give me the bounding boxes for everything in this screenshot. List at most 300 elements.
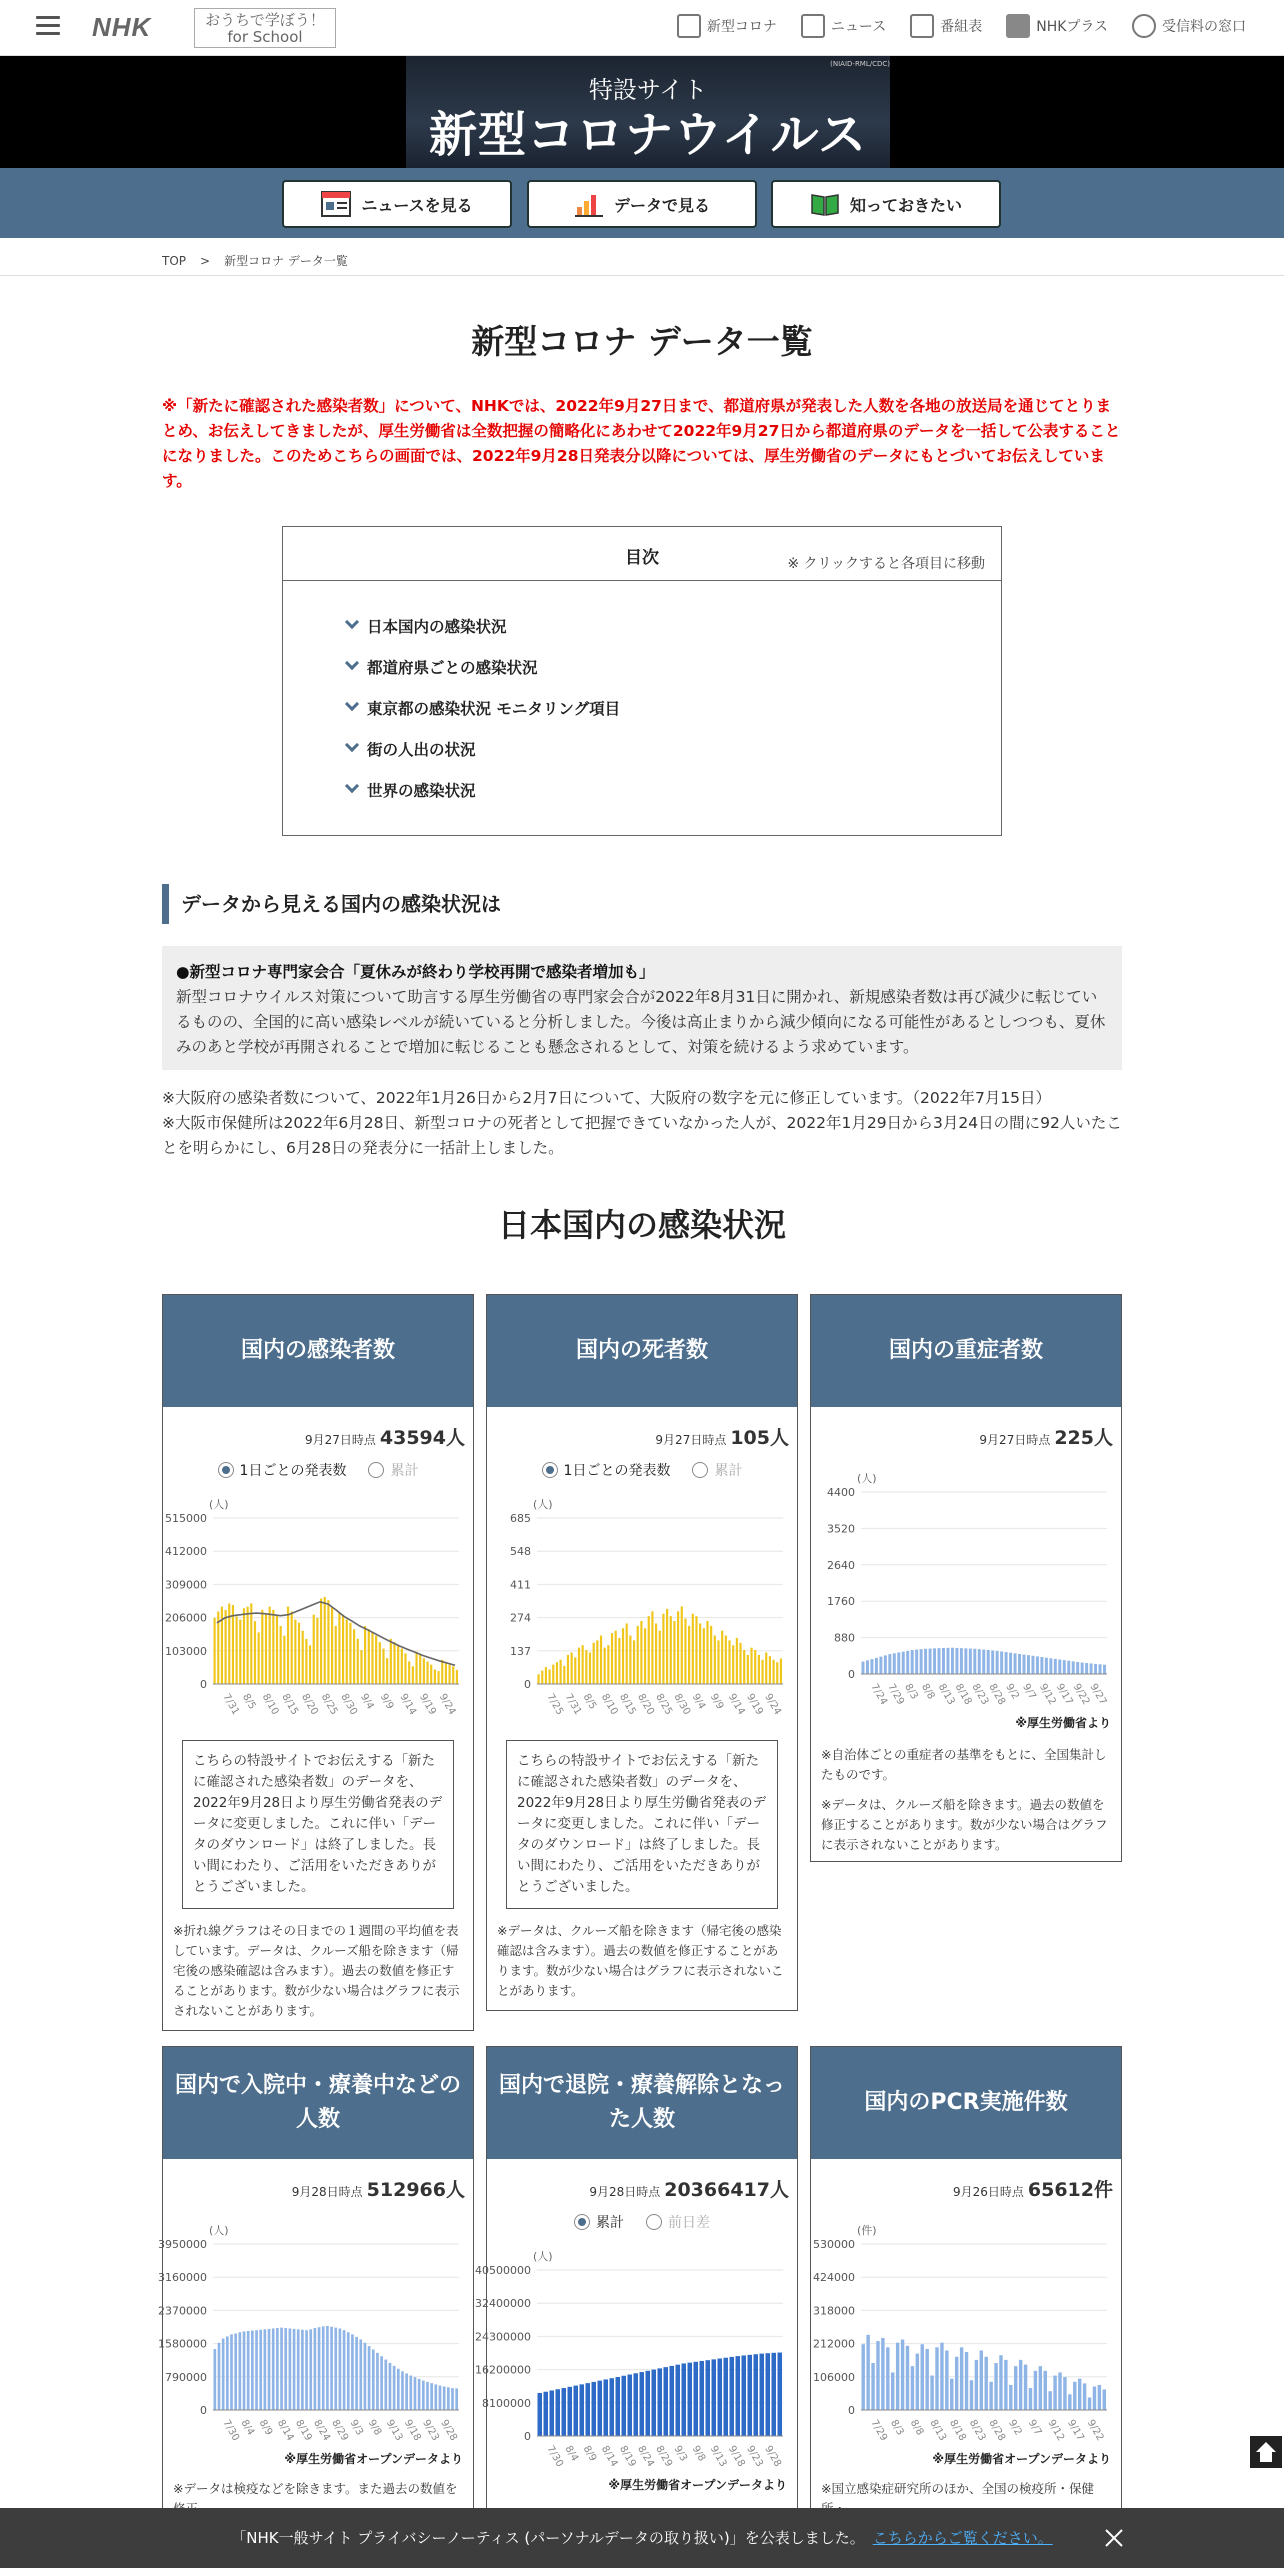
bar <box>426 2382 429 2410</box>
card-asof <box>487 1407 797 1450</box>
bar <box>736 2356 741 2436</box>
y-tick-label: 309000 <box>165 1578 207 1592</box>
card-source: ※厚生労働省オープンデータより <box>932 2452 1111 2466</box>
header-nav-program[interactable] <box>910 14 982 38</box>
bar <box>309 1645 311 1684</box>
bar <box>999 2355 1002 2410</box>
bar <box>1067 1661 1070 1674</box>
bar <box>1078 2379 1081 2410</box>
y-tick-label: 790000 <box>165 2370 207 2384</box>
daily-radio[interactable] <box>542 1460 671 1480</box>
bar <box>1063 2377 1066 2410</box>
bar <box>655 1623 657 1684</box>
x-tick-label: 9/2 <box>1003 1682 1021 1702</box>
privacy-notice-bar <box>0 2508 1284 2568</box>
bar <box>945 2350 948 2410</box>
bar <box>386 1658 388 1684</box>
toc-title: 目次 <box>625 548 659 568</box>
bar <box>247 1607 249 1684</box>
bar <box>866 2335 869 2410</box>
x-tick-label: 8/14 <box>274 2418 296 2443</box>
bar <box>331 1607 333 1684</box>
news-button-label: ニュースを見る <box>361 195 473 215</box>
bar-chart-icon <box>574 191 604 217</box>
x-tick-label: 9/27 <box>1087 1682 1109 1707</box>
x-tick-label: 8/9 <box>580 2444 599 2464</box>
bar <box>1085 1663 1088 1674</box>
x-tick-label: 8/5 <box>240 1692 258 1712</box>
toc-item-domestic[interactable] <box>343 615 1001 656</box>
radio-dot <box>218 1462 234 1478</box>
bar <box>742 2355 747 2436</box>
bar <box>862 2344 865 2410</box>
y-axis-unit: (人) <box>209 1498 229 1511</box>
x-tick-label: 8/29 <box>329 2418 351 2443</box>
bar <box>316 1618 318 1684</box>
close-icon[interactable] <box>1104 2528 1124 2548</box>
bar <box>305 2330 308 2410</box>
bar <box>662 1614 664 1684</box>
bar <box>721 1631 723 1684</box>
hospital-chart[interactable] <box>158 2206 473 2450</box>
news-button[interactable] <box>282 180 512 228</box>
bar <box>448 1665 450 1684</box>
toc-item-world[interactable] <box>343 779 1001 820</box>
bar <box>695 1616 697 1684</box>
recovered-chart[interactable] <box>475 2236 797 2476</box>
bar <box>896 2343 899 2410</box>
bar <box>1024 2365 1027 2410</box>
cumulative-radio[interactable] <box>368 1460 418 1480</box>
radio-dot <box>646 2214 662 2230</box>
bar <box>239 2332 242 2410</box>
breadcrumb-current: 新型コロナ データ一覧 <box>224 254 348 268</box>
y-tick-label: 0 <box>200 2404 207 2417</box>
card-value: 225人 <box>1054 1427 1113 1449</box>
toc-header <box>283 527 1001 581</box>
bar <box>640 2372 645 2436</box>
x-tick-label: 9/9 <box>377 1692 396 1712</box>
bar <box>1018 1654 1021 1674</box>
bar <box>951 1648 954 1674</box>
recovered-card <box>475 2046 798 2516</box>
card-title: 国内の重症者数 <box>811 1295 1121 1407</box>
pcr-chart[interactable] <box>811 2206 1121 2450</box>
site-header <box>0 0 1284 56</box>
bar <box>1031 1656 1034 1674</box>
y-tick-label: 4400 <box>827 1486 855 1499</box>
bar <box>703 1628 705 1684</box>
download-end-note: こちらの特設サイトでお伝えする「新たに確認された感染者数」のデータを、2022年9月28日より厚生労働省発表のデータに変更しました。これに伴い「データのダウンロード」は終了しました。長い間にわたり、ご活用をいただきありがとうございました。 <box>182 1740 454 1909</box>
header-nav-label: 番組表 <box>940 19 983 35</box>
bar <box>1034 2371 1037 2410</box>
toc-item-label: 都道府県ごとの感染状況 <box>367 659 538 677</box>
bar <box>871 2363 874 2410</box>
toc-item-tokyo[interactable] <box>343 697 1001 738</box>
bar <box>412 1666 414 1684</box>
bar <box>724 2358 729 2436</box>
bar <box>397 1645 399 1684</box>
osaka-note: ※大阪府の感染者数について、2022年1月26日から2月7日について、大阪府の数字を元に修正しています。（2022年7月15日） <box>162 1089 1052 1107</box>
toc-list <box>283 581 1001 820</box>
bar <box>772 1660 774 1684</box>
radio-label: 前日差 <box>668 2215 710 2231</box>
data-button[interactable] <box>527 180 757 228</box>
radio-label: 累計 <box>596 2215 624 2231</box>
x-tick-label: 8/4 <box>238 2418 257 2438</box>
bar <box>254 1621 256 1684</box>
y-tick-label: 3950000 <box>158 2238 207 2251</box>
x-tick-label: 9/24 <box>762 1692 784 1717</box>
bar <box>430 2383 433 2410</box>
deaths-chart[interactable] <box>487 1484 797 1724</box>
banner-credit: (NIAID-RML/CDC) <box>830 60 890 68</box>
x-tick-label: 7/29 <box>868 2418 890 2443</box>
radio-label: 1日ごとの発表数 <box>563 1463 671 1479</box>
bar <box>456 1670 458 1684</box>
bar <box>230 2334 233 2410</box>
x-tick-label: 9/2 <box>1006 2418 1024 2438</box>
card-title: 国内の死者数 <box>487 1295 797 1407</box>
bar <box>1027 1655 1030 1674</box>
cumulative-radio[interactable] <box>692 1460 742 1480</box>
bar <box>862 1662 865 1674</box>
bar <box>305 1639 307 1684</box>
y-tick-label: 2640 <box>827 1558 855 1572</box>
x-tick-label: 9/28 <box>762 2444 784 2469</box>
bar <box>975 2360 978 2410</box>
bar <box>401 2371 404 2410</box>
y-tick-label: 32400000 <box>475 2297 531 2311</box>
bar <box>969 1649 972 1674</box>
fee-window-icon <box>1132 14 1156 38</box>
bar <box>538 1674 540 1684</box>
y-tick-label: 424000 <box>813 2271 855 2285</box>
bar <box>987 1650 990 1674</box>
bar <box>1098 2385 1101 2410</box>
x-tick-label: 8/23 <box>969 1682 991 1707</box>
x-tick-label: 8/19 <box>617 2444 638 2469</box>
bar <box>600 1636 602 1684</box>
bar <box>560 1660 562 1684</box>
bar <box>1058 1660 1061 1674</box>
bar <box>725 1636 727 1684</box>
bar <box>628 2375 633 2436</box>
bar <box>1099 1664 1102 1674</box>
bar <box>626 1623 628 1684</box>
bar <box>430 1665 432 1684</box>
bar <box>761 1660 763 1684</box>
bar <box>419 1655 421 1684</box>
bar <box>585 1650 587 1684</box>
bar <box>1058 2372 1061 2410</box>
bar <box>574 2386 579 2436</box>
daily-diff-radio[interactable] <box>646 2212 710 2232</box>
bar <box>973 1649 976 1674</box>
toc-item-crowds[interactable] <box>343 738 1001 779</box>
bar <box>706 2360 711 2436</box>
bar <box>728 1640 730 1684</box>
bar <box>418 2379 421 2410</box>
radio-label: 1日ごとの発表数 <box>239 1463 347 1479</box>
bar <box>347 2332 350 2410</box>
bar <box>658 2368 663 2436</box>
toc-item-prefectures[interactable] <box>343 656 1001 697</box>
x-tick-label: 9/4 <box>689 1692 708 1712</box>
bar <box>989 2382 992 2410</box>
bar <box>355 2337 358 2410</box>
bar <box>375 1636 377 1684</box>
bar <box>682 2363 687 2436</box>
bar <box>298 1623 300 1684</box>
bar <box>243 1608 245 1684</box>
y-tick-label: 274 <box>510 1611 531 1625</box>
y-tick-label: 212000 <box>813 2337 855 2351</box>
bar <box>289 2328 292 2410</box>
bar <box>368 2346 371 2410</box>
for-school-link[interactable] <box>194 8 336 48</box>
bar <box>255 2330 258 2410</box>
x-tick-label: 8/25 <box>318 1692 340 1717</box>
header-nav-fee[interactable] <box>1132 14 1246 38</box>
header-nav-news[interactable] <box>801 14 886 38</box>
bar <box>393 2366 396 2410</box>
bar <box>778 2353 783 2436</box>
bar <box>571 1652 573 1684</box>
bar <box>563 1666 565 1684</box>
severe-chart[interactable] <box>811 1454 1121 1714</box>
nhk-logo[interactable]: NHK <box>92 12 152 42</box>
bar <box>247 2331 250 2410</box>
y-tick-label: 206000 <box>165 1611 207 1625</box>
bar <box>455 2388 458 2410</box>
bar <box>441 1660 443 1684</box>
radio-label: 累計 <box>714 1463 743 1479</box>
bar <box>1014 2366 1017 2410</box>
asof-date: 9月28日時点 <box>589 2185 661 2199</box>
x-tick-label: 9/14 <box>397 1692 419 1717</box>
bar <box>739 1643 741 1684</box>
bar <box>297 2329 300 2410</box>
bar <box>258 1632 260 1684</box>
bar <box>881 2338 884 2410</box>
bar <box>1036 1656 1039 1674</box>
x-tick-label: 8/24 <box>311 2418 332 2443</box>
bar <box>754 1650 756 1684</box>
bar <box>637 1626 639 1684</box>
bar <box>1039 2366 1042 2410</box>
x-tick-label: 8/3 <box>902 1682 920 1702</box>
bar <box>280 2328 283 2410</box>
card-title: 国内のPCR実施件数 <box>811 2047 1121 2159</box>
x-tick-label: 7/30 <box>220 2418 242 2443</box>
bar <box>670 2366 675 2436</box>
header-nav-nhkplus[interactable] <box>1006 14 1108 38</box>
page-title: 新型コロナ データ一覧 <box>471 322 813 361</box>
x-tick-label: 9/8 <box>689 2444 708 2464</box>
know-button[interactable] <box>771 180 1001 228</box>
bar <box>888 1654 891 1674</box>
bar <box>232 1605 234 1684</box>
bar <box>884 1655 887 1674</box>
bar <box>360 1650 362 1684</box>
bar <box>706 1621 708 1684</box>
bar <box>940 2343 943 2410</box>
bar <box>604 2379 609 2436</box>
x-tick-label: 9/18 <box>401 2418 423 2443</box>
bar <box>677 1611 679 1684</box>
bar <box>780 1659 782 1684</box>
bar <box>664 2367 669 2436</box>
bar <box>902 1652 905 1674</box>
bar <box>965 2352 968 2410</box>
back-to-top-button[interactable] <box>1248 2434 1284 2470</box>
bar <box>1076 1662 1079 1674</box>
card-asof <box>811 2159 1121 2202</box>
bar <box>875 1658 878 1674</box>
bar <box>234 2334 237 2410</box>
daily-radio[interactable] <box>218 1460 347 1480</box>
bar <box>982 1650 985 1674</box>
card-value: 512966人 <box>366 2179 465 2201</box>
y-tick-label: 24300000 <box>475 2330 531 2344</box>
section-nav <box>0 168 1284 238</box>
x-tick-label: 9/28 <box>438 2418 460 2443</box>
special-site-banner[interactable] <box>0 56 1284 168</box>
header-nav-label: NHKプラス <box>1036 19 1108 35</box>
bar <box>380 2356 383 2410</box>
program-grid-icon <box>910 14 934 38</box>
bar <box>451 2388 454 2410</box>
cumulative-radio[interactable] <box>574 2212 624 2232</box>
bar <box>243 2331 246 2410</box>
bar <box>294 1620 296 1684</box>
bar <box>434 1669 436 1684</box>
bar <box>747 1655 749 1684</box>
bar <box>426 1661 428 1684</box>
bar <box>408 1661 410 1684</box>
x-tick-label: 8/25 <box>653 1692 675 1717</box>
bar <box>893 1653 896 1674</box>
chevron-down-icon <box>345 779 359 793</box>
bar <box>1044 2371 1047 2410</box>
bar <box>445 1663 447 1684</box>
bar <box>357 1639 359 1684</box>
bar <box>1054 1659 1057 1674</box>
bar <box>996 1651 999 1674</box>
osaka-notes <box>162 1086 1122 1161</box>
bar <box>925 2349 928 2410</box>
bar <box>694 2362 699 2436</box>
bar <box>338 1613 340 1684</box>
x-tick-label: 9/14 <box>725 1692 747 1717</box>
bar <box>886 2347 889 2410</box>
menu-icon[interactable] <box>36 16 60 36</box>
card-value: 105人 <box>730 1427 789 1449</box>
know-button-label: 知っておきたい <box>849 195 962 215</box>
bar <box>545 1667 547 1684</box>
x-tick-label: 8/8 <box>907 2418 926 2438</box>
expert-meeting-headline: ●新型コロナ専門家会合「夏休みが終わり学校再開で感染者増加も」 <box>176 963 655 981</box>
bar <box>911 1650 914 1674</box>
bar <box>405 2373 408 2410</box>
y-tick-label: 411 <box>510 1578 531 1592</box>
x-tick-label: 9/12 <box>1045 2418 1067 2443</box>
bar <box>921 2344 924 2410</box>
y-tick-label: 40500000 <box>475 2264 531 2277</box>
x-tick-label: 9/23 <box>420 2418 441 2443</box>
bar <box>376 2353 379 2410</box>
bar <box>313 1615 315 1684</box>
x-tick-label: 8/30 <box>338 1692 360 1717</box>
y-tick-label: 0 <box>524 1678 531 1691</box>
bar <box>326 2326 329 2410</box>
toc-item-label: 東京都の感染状況 モニタリング項目 <box>367 700 621 718</box>
x-tick-label: 7/29 <box>885 1682 907 1707</box>
bar <box>330 2327 333 2410</box>
bar <box>924 1649 927 1674</box>
x-tick-label: 9/4 <box>358 1692 376 1712</box>
y-tick-label: 3520 <box>827 1522 855 1536</box>
bar <box>1009 1653 1012 1674</box>
bar <box>225 1610 227 1684</box>
bar <box>629 1636 631 1684</box>
home-arrow-icon <box>1250 2436 1282 2468</box>
bar <box>870 1659 873 1674</box>
header-nav-corona[interactable] <box>677 14 777 38</box>
bar <box>265 1613 267 1684</box>
bar <box>688 2363 693 2436</box>
infected-chart[interactable] <box>163 1484 473 1724</box>
bar <box>607 1645 609 1684</box>
privacy-notice-link[interactable]: こちらからご覧ください。 <box>872 2529 1053 2547</box>
expert-meeting-body: 新型コロナウイルス対策について助言する厚生労働省の専門家会合が2022年8月31日に開かれ、新規感染者数は再び減少に転じているものの、全国的に高い感染レベルが続いていると分析しました。今後は高止まりから減少傾向になる可能性があるとしつつも、夏休みのあと学校が再開されることで増加に転じることも懸念されるとして、対策を続けるよう求めています。 <box>176 988 1106 1056</box>
bar <box>343 2330 346 2410</box>
x-tick-label: 8/4 <box>562 2444 581 2464</box>
bar <box>284 2328 287 2410</box>
bar <box>549 1669 551 1684</box>
bar <box>301 2330 304 2410</box>
bar <box>272 2328 275 2410</box>
y-tick-label: 137 <box>510 1644 531 1658</box>
card-asof <box>811 1407 1121 1450</box>
bar <box>222 2339 225 2410</box>
bar <box>1072 1661 1075 1674</box>
x-tick-label: 9/7 <box>1020 1682 1038 1702</box>
x-tick-label: 8/28 <box>986 1682 1008 1707</box>
toc-item-label: 街の人出の状況 <box>367 741 476 759</box>
y-tick-label: 880 <box>834 1631 855 1645</box>
bar <box>268 2329 271 2410</box>
bar <box>371 1632 373 1684</box>
news-icon <box>801 14 825 38</box>
bar <box>568 2387 573 2436</box>
breadcrumb-home[interactable]: TOP <box>162 254 187 268</box>
bar <box>550 2391 555 2436</box>
bar <box>415 1652 417 1684</box>
bar <box>760 2354 765 2436</box>
bar <box>633 1640 635 1684</box>
x-tick-label: 9/13 <box>707 2444 729 2469</box>
bar <box>765 1652 767 1684</box>
virus-icon <box>677 14 701 38</box>
x-tick-label: 8/9 <box>256 2418 275 2438</box>
bar <box>758 1655 760 1684</box>
news-page-icon <box>321 191 351 217</box>
bar <box>652 2370 657 2436</box>
radio-label: 累計 <box>390 1463 419 1479</box>
bar <box>634 2373 639 2436</box>
